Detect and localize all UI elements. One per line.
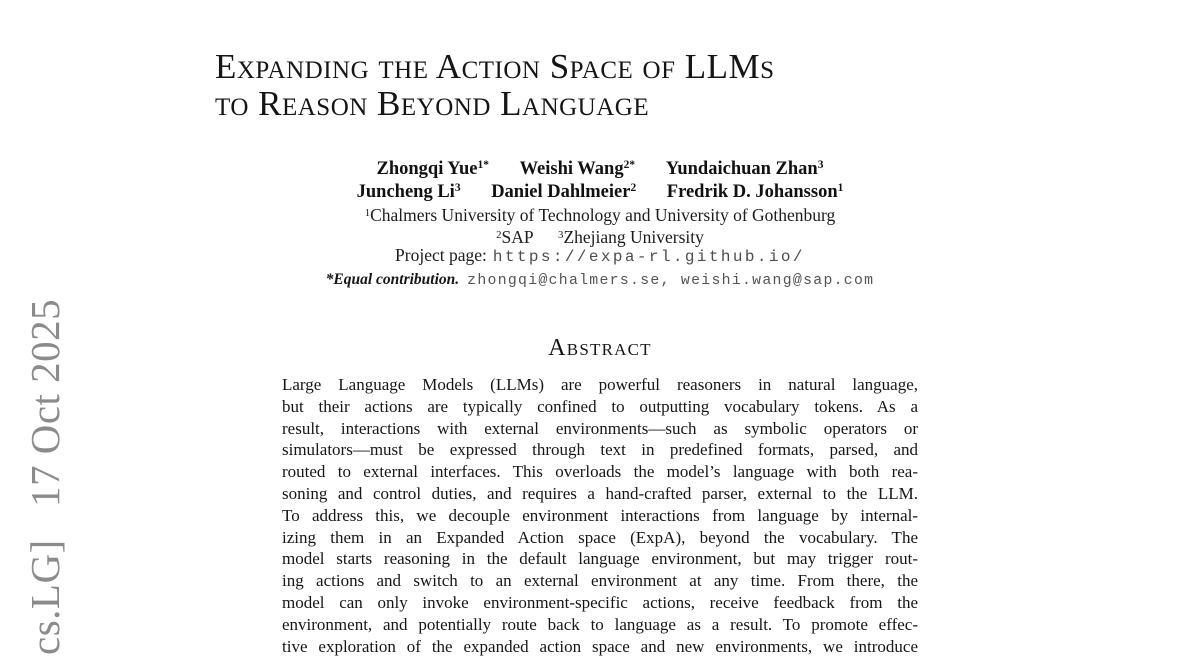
abstract-line: Large Language Models (LLMs) are powerful reasoners in natural language, [282,375,918,394]
project-page-row [0,244,1200,268]
contact-emails: zhongqi@chalmers.se, weishi.wang@sap.com [467,273,875,289]
author-row-1 [0,158,1200,181]
author-row-2 [0,181,1200,204]
author-name-text: Weishi Wang [519,159,624,179]
abstract-line: model starts reasoning in the default language environment, but may trigger rout- [282,549,918,569]
paper-title [215,48,775,122]
abstract-line: izing them in an Expanded Action space (ExpA), beyond the vocabulary. The [282,527,918,547]
abstract-line: routed to external interfaces. This overloads the model’s language with both rea- [282,462,918,482]
author-name: Juncheng Li3 [356,182,461,202]
abstract-line: To address this, we decouple environment interactions from language by internal- [282,505,918,525]
abstract-line: ing actions and switch to an external environment at any time. From there, the [282,571,918,591]
abstract-line: tive exploration of the expanded action space and new environments, we introduce [282,636,918,656]
abstract-line: result, interactions with external environments—such as symbolic operators or [282,418,918,438]
author-name: Daniel Dahlmeier2 [491,182,637,202]
contribution-row [0,270,1200,291]
affiliation: 1Chalmers University of Technology and University of Gothenburg [364,205,836,225]
abstract-line: but their actions are typically confined to outputting vocabulary tokens. As a [282,396,918,416]
affiliation: 2SAP [496,227,534,247]
arxiv-watermark: cs.LG] 17 Oct 2025 [22,298,68,655]
author-name: Yundaichuan Zhan3 [665,159,824,179]
author-name-text: Juncheng Li [356,182,455,202]
author-name-text: Zhongqi Yue [376,159,478,179]
abstract-body [282,374,918,657]
author-name: Weishi Wang2* [519,159,636,179]
abstract-line: environment, and potentially route back to language as a result. To promote effec- [282,614,918,634]
project-page-url-link[interactable]: https://expa-rl.github.io/ [492,248,805,266]
author-name: Zhongqi Yue1* [376,159,489,179]
abstract-line: simulators—must be expressed through text in predefined formats, parsed, and [282,440,918,460]
author-name: Fredrik D. Johansson1 [666,182,844,202]
affiliation: 3Zhejiang University [558,227,704,247]
author-name-text: Yundaichuan Zhan [665,159,818,179]
affiliation-text: Chalmers University of Technology and University of Gothenburg [370,205,836,225]
project-page-label: Project page: [395,245,487,265]
equal-contribution-note: *Equal contribution. [325,271,460,288]
affiliation-row-1 [0,204,1200,226]
affiliation-text: Zhejiang University [563,227,704,247]
paper-title-line2: to Reason Beyond Language [215,84,650,123]
abstract-heading: Abstract [548,335,652,361]
affiliation-text: SAP [501,227,534,247]
abstract-line: soning and control duties, and requires a hand-crafted parser, external to the LLM. [282,483,918,503]
paper-title-line1: Expanding the Action Space of LLMs [215,47,775,86]
author-name-text: Fredrik D. Johansson [666,182,838,202]
abstract-line: model can only invoke environment-specific actions, receive feedback from the [282,592,918,612]
author-name-text: Daniel Dahlmeier [491,182,631,202]
